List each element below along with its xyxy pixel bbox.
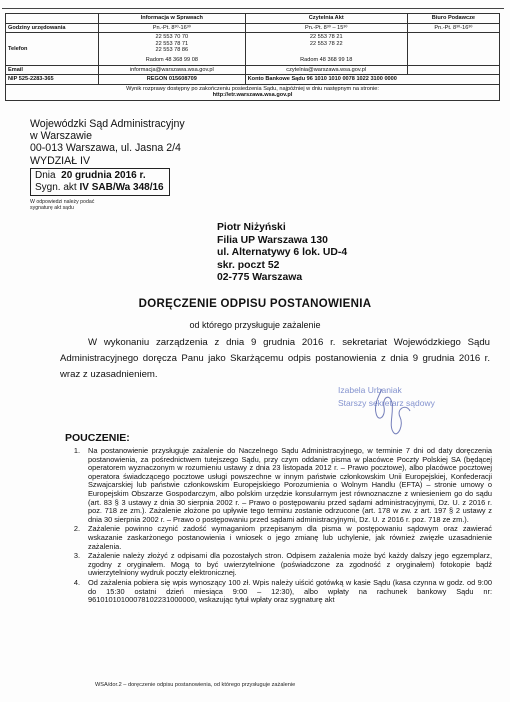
phone-radom: Radom 48 368 99 18 (300, 56, 353, 63)
sender-line: 00-013 Warszawa, ul. Jasna 2/4 (30, 142, 181, 155)
col-biuro-title: Biuro Podawcze (407, 14, 499, 24)
sygn-prefix: Sygn. akt (35, 182, 77, 193)
label-email: Email (6, 65, 99, 75)
label-nip: NIP 525-2283-365 (6, 75, 99, 85)
document-subtitle: od którego przysługuje zażalenie (189, 320, 321, 330)
phone-radom: Radom 48 368 99 08 (145, 56, 198, 63)
recipient-line: Filia UP Warszawa 130 (217, 234, 328, 246)
phones-informacja (99, 33, 246, 65)
court-contact-table (5, 13, 500, 101)
date-case-box (30, 168, 170, 196)
form-footer: WSA/dor.2 – doręczenie odpisu postanowienia, od którego przysługuje zażalenie (95, 682, 296, 688)
email-biuro (407, 65, 499, 75)
phone: 22 553 78 22 (309, 40, 343, 47)
date-prefix: Dnia (35, 170, 56, 181)
wynik-info (6, 84, 500, 100)
col-czytelnia-title: Czytelnia Akt (245, 14, 407, 24)
pouczenie-list (60, 447, 492, 606)
wynik-text: Wynik rozprawy dostępny po zakończeniu posiedzenia Sądu, najpóźniej w dniu następnym na stronie: (126, 85, 379, 92)
recipient-line: Piotr Niżyński (217, 222, 286, 233)
item-text: Zażalenie należy złożyć z odpisami dla pozostałych stron. Odpisem zażalenia może być każdy dalszy jego egzemplarz, zgodny z oryginałem. Mogą to być uwierzytelnione (poświadczone za zgodność z oryginałem) fotokopie bądź uwierzytelniony wydruk poczty elektronicznej. (88, 551, 492, 578)
sender-line: WYDZIAŁ IV (30, 154, 91, 167)
recipient-line: ul. Alternatywy 6 lok. UD-4 (217, 247, 348, 259)
note-line: sygnaturę akt sądu (30, 205, 74, 212)
sygn-value: IV SAB/Wa 348/16 (79, 182, 164, 193)
intro-paragraph: W wykonaniu zarządzenia z dnia 9 grudnia 2016 r. sekretariat Wojewódzkiego Sądu Administracyjnego doręcza Panu jako Skarżącemu odpis postanowienia z dnia 9 grudnia 2016 r. wraz z uzasadnieniem. (60, 337, 490, 380)
list-item (60, 525, 492, 551)
phone: 22 553 78 86 (155, 47, 189, 54)
stamp-line: Starszy sekretarz sądowy (338, 398, 435, 408)
item-number: 3. (73, 551, 80, 561)
hours-czytelnia: Pn.-Pt. 8³⁰ – 15³⁰ (245, 23, 407, 33)
item-text: Od zażalenia pobiera się wpis wynoszący 100 zł. Wpis należy uiścić gotówką w kasie Sądu (kasa czynna w godz. od 9:00 do 15:30 ostatni dzień miesiąca 9:00 – 12:30), albo wpłaty na rachunek bankowy Sądu nr: 96101010100078102231000000, wskazując tytuł wpłaty oraz sygnaturę akt (88, 577, 492, 605)
item-number: 1. (73, 446, 80, 455)
item-text: Na postanowienie przysługuje zażalenie do Naczelnego Sądu Administracyjnego, w terminie 7 dni od daty doręczenia postanowienia, za pośrednictwem tutejszego Sądu, przy czym oddanie pisma w placówce Poczty Polskiej SA (będącej operatorem wyznaczonym w rozumieniu ustawy z dnia 23 listopada 2012 r. – Prawo pocztowe), albo placówce pocztowej operatora świadczącego pocztowe usługi powszechne w innym państwie członkowskim Unii Europejskiej, Konfederacji Szwajcarskiej lub państwie członkowskim Europejskiego Porozumienia o Wolnym Handlu (EFTA) – stronie umowy o Europejskim Obszarze Gospodarczym, albo polskim urzędzie konsularnym jest równoznaczne z wniesieniem go do sądu (art. 83 § 3 ustawy z dnia 30 sierpnia 2002 r. – Prawo o postępowaniu przed sądami administracyjnymi, Dz. U. z 2016 r. poz. 718 ze zm.). Zażalenie złożone po upływie tego terminu zostanie odrzucone (art. 178 w zw. z art. 197 § 2 ustawy z dnia 30 sierpnia 2002 r. – Prawo o postępowaniu przed sądami administracyjnymi, Dz. U. z 2016 r. poz. 718 ze zm.). (88, 446, 492, 524)
reply-note (30, 199, 94, 211)
document-title: DORĘCZENIE ODPISU POSTANOWIENIA (138, 298, 372, 310)
sender-address (30, 118, 185, 167)
phones-biuro (407, 33, 499, 65)
pouczenie-heading: POUCZENIE: (65, 432, 130, 444)
recipient-address (217, 222, 347, 285)
label-godziny: Godziny urzędowania (6, 23, 99, 33)
phone: 22 553 78 21 (309, 34, 343, 41)
list-item (60, 552, 492, 578)
item-text: Zażalenie powinno czynić zadość wymaganiom przepisanym dla pisma w postępowaniu sądowym oraz zawierać wskazanie zaskarżonego postanowienia i wniosek o jego zmianę lub uchylenie, jak również zwięzłe uzasadnienie zażalenia. (88, 524, 492, 551)
regon: REGON 015608709 (99, 75, 246, 85)
date-line (35, 170, 165, 182)
wynik-link[interactable]: http://etr.warszawa.wsa.gov.pl (212, 92, 293, 99)
date-value: 20 grudnia 2016 r. (61, 170, 146, 181)
sygn-line (35, 182, 165, 194)
note-line: W odpowiedzi należy podać (30, 199, 95, 205)
item-number: 2. (73, 524, 80, 534)
label-telefon: Telefon (6, 33, 99, 65)
stamp-line: Izabela Urbaniak (338, 385, 402, 395)
recipient-line: 02-775 Warszawa (217, 272, 303, 284)
bank-account: Konto Bankowe Sądu 96 1010 1010 0078 1022 3100 0000 (245, 75, 499, 85)
hours-informacja: Pn.-Pt. 8³⁰-16³⁰ (99, 23, 246, 33)
top-rule (2, 8, 504, 9)
list-item (60, 447, 492, 524)
hours-biuro: Pn.-Pt. 8³⁰-16³⁰ (407, 23, 499, 33)
handwritten-signature (360, 383, 430, 443)
col-informacja-title: Informacja w Sprawach (99, 14, 246, 24)
item-number: 4. (73, 577, 80, 587)
email-czytelnia[interactable]: czytelnia@warszawa.wsa.gov.pl (245, 65, 407, 75)
recipient-line: skr. poczt 52 (217, 259, 280, 271)
phone: 22 553 70 70 (155, 34, 189, 41)
header-empty-cell (6, 14, 99, 24)
sender-line: w Warszawie (30, 130, 93, 143)
email-informacja[interactable]: informacja@warszawa.wsa.gov.pl (99, 65, 246, 75)
phone: 22 553 78 71 (155, 40, 189, 47)
sender-line: Wojewódzki Sąd Administracyjny (30, 118, 185, 130)
phones-czytelnia (245, 33, 407, 65)
list-item (60, 579, 492, 605)
